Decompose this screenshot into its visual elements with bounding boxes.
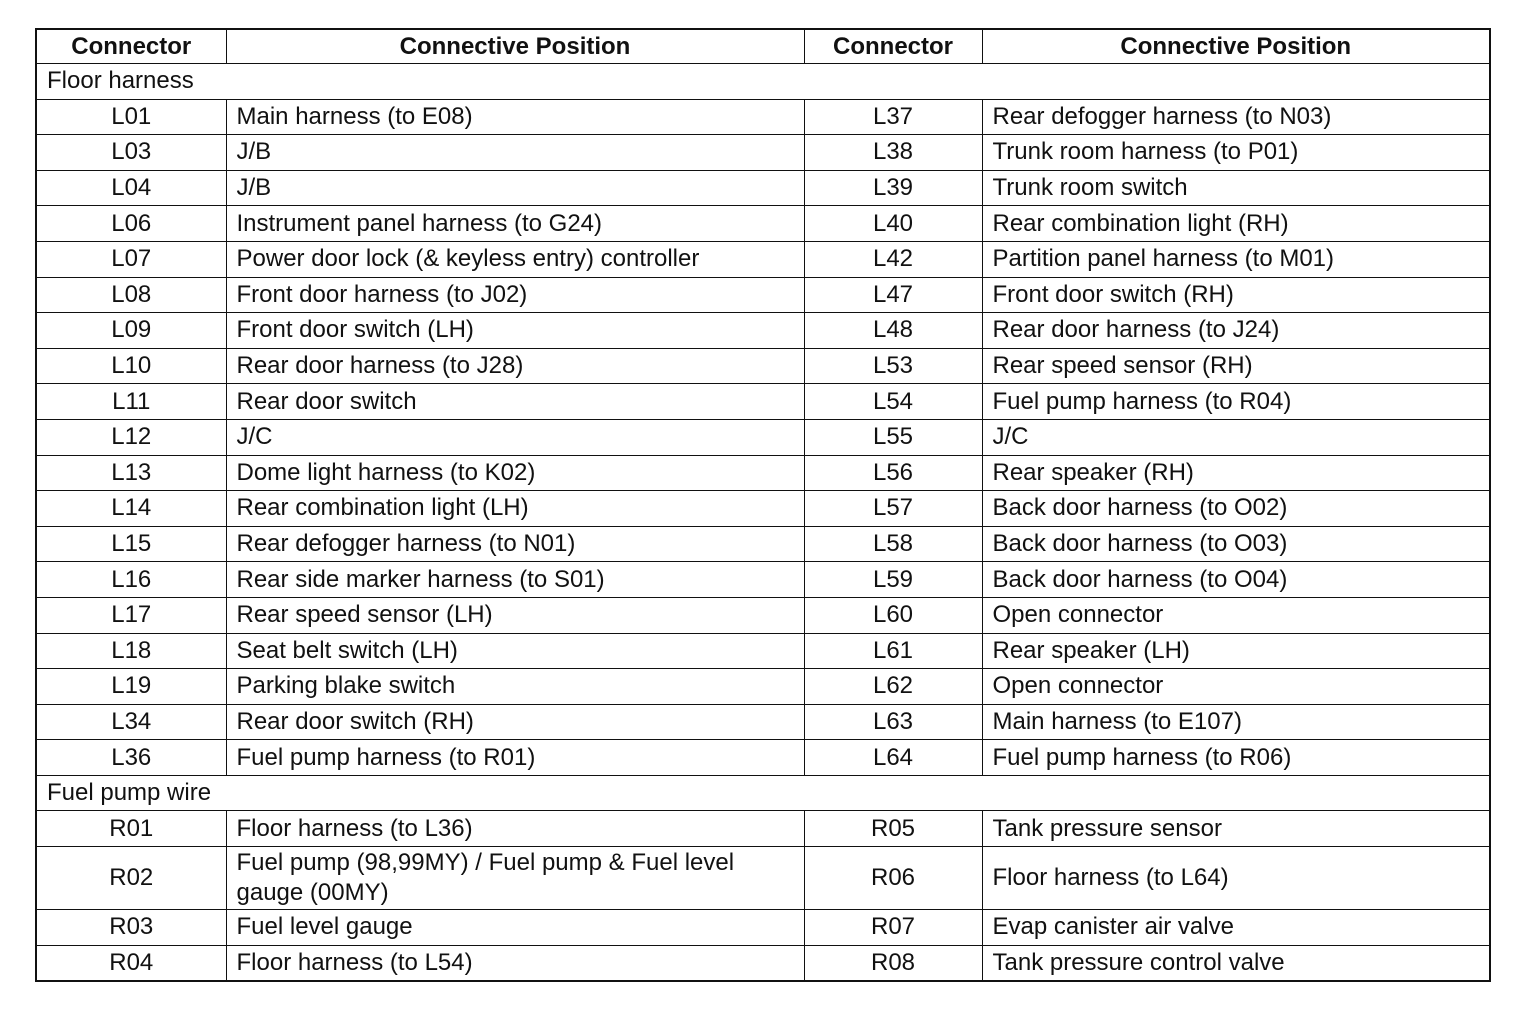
connective-position-right: Tank pressure sensor	[982, 811, 1490, 847]
connective-position-left: Rear door switch	[226, 384, 804, 420]
table-row	[36, 847, 1490, 910]
header-connector-left: Connector	[36, 29, 226, 64]
connective-position-right: Fuel pump harness (to R04)	[982, 384, 1490, 420]
table-row	[36, 313, 1490, 349]
table-row	[36, 562, 1490, 598]
connector-code-right: L47	[804, 277, 982, 313]
connector-code-left: R03	[36, 910, 226, 946]
connective-position-right: Main harness (to E107)	[982, 704, 1490, 740]
connective-position-left: Fuel pump harness (to R01)	[226, 740, 804, 776]
connector-code-left: L09	[36, 313, 226, 349]
connective-position-right: Back door harness (to O02)	[982, 491, 1490, 527]
connective-position-left: Fuel level gauge	[226, 910, 804, 946]
connector-code-left: L10	[36, 348, 226, 384]
connector-code-left: L34	[36, 704, 226, 740]
table-row	[36, 419, 1490, 455]
connector-code-left: L16	[36, 562, 226, 598]
connective-position-left: Rear combination light (LH)	[226, 491, 804, 527]
connector-code-left: L04	[36, 170, 226, 206]
connector-code-right: R08	[804, 945, 982, 981]
connector-code-right: R07	[804, 910, 982, 946]
table-row	[36, 811, 1490, 847]
connective-position-right: Floor harness (to L64)	[982, 847, 1490, 910]
connective-position-left: Dome light harness (to K02)	[226, 455, 804, 491]
connector-code-right: L40	[804, 206, 982, 242]
connective-position-right: Partition panel harness (to M01)	[982, 241, 1490, 277]
connective-position-left: Front door switch (LH)	[226, 313, 804, 349]
connector-code-right: L62	[804, 669, 982, 705]
connector-table	[35, 28, 1491, 982]
connective-position-left: Power door lock (& keyless entry) controller	[226, 241, 804, 277]
connective-position-left: J/B	[226, 170, 804, 206]
connector-code-right: L58	[804, 526, 982, 562]
section-title: Floor harness	[36, 64, 1490, 100]
table-row	[36, 206, 1490, 242]
connective-position-left: J/C	[226, 419, 804, 455]
connector-code-right: L64	[804, 740, 982, 776]
connective-position-right: Open connector	[982, 597, 1490, 633]
connective-position-right: Trunk room harness (to P01)	[982, 135, 1490, 171]
table-body	[36, 64, 1490, 982]
connective-position-left: Front door harness (to J02)	[226, 277, 804, 313]
table-row	[36, 170, 1490, 206]
connector-code-right: L54	[804, 384, 982, 420]
connector-code-left: L13	[36, 455, 226, 491]
connective-position-right: Trunk room switch	[982, 170, 1490, 206]
connector-code-left: L12	[36, 419, 226, 455]
connector-code-right: L38	[804, 135, 982, 171]
connector-code-right: L53	[804, 348, 982, 384]
connector-code-left: L11	[36, 384, 226, 420]
connector-code-left: L36	[36, 740, 226, 776]
connective-position-right: Back door harness (to O03)	[982, 526, 1490, 562]
connective-position-right: Open connector	[982, 669, 1490, 705]
connector-code-left: R02	[36, 847, 226, 910]
connective-position-left: Rear speed sensor (LH)	[226, 597, 804, 633]
connective-position-right: Evap canister air valve	[982, 910, 1490, 946]
connector-code-left: L06	[36, 206, 226, 242]
table-row	[36, 348, 1490, 384]
table-row	[36, 491, 1490, 527]
connector-code-right: L60	[804, 597, 982, 633]
connective-position-left: Floor harness (to L54)	[226, 945, 804, 981]
table-row	[36, 455, 1490, 491]
table-row	[36, 633, 1490, 669]
connective-position-left: Rear side marker harness (to S01)	[226, 562, 804, 598]
connective-position-left: J/B	[226, 135, 804, 171]
connector-code-right: L63	[804, 704, 982, 740]
section-title: Fuel pump wire	[36, 775, 1490, 811]
connective-position-right: J/C	[982, 419, 1490, 455]
connector-code-right: L42	[804, 241, 982, 277]
connective-position-right: Rear combination light (RH)	[982, 206, 1490, 242]
connective-position-right: Rear speaker (LH)	[982, 633, 1490, 669]
header-connector-right: Connector	[804, 29, 982, 64]
table-row	[36, 704, 1490, 740]
connector-code-left: L17	[36, 597, 226, 633]
connective-position-left: Rear door switch (RH)	[226, 704, 804, 740]
connector-code-left: L15	[36, 526, 226, 562]
connective-position-right: Rear defogger harness (to N03)	[982, 99, 1490, 135]
table-row	[36, 910, 1490, 946]
connector-code-right: L48	[804, 313, 982, 349]
header-position-right: Connective Position	[982, 29, 1490, 64]
connector-code-left: L03	[36, 135, 226, 171]
connective-position-right: Rear speaker (RH)	[982, 455, 1490, 491]
table-row	[36, 99, 1490, 135]
connective-position-left: Rear door harness (to J28)	[226, 348, 804, 384]
section-row	[36, 775, 1490, 811]
section-row	[36, 64, 1490, 100]
table-row	[36, 384, 1490, 420]
connector-code-right: L37	[804, 99, 982, 135]
connective-position-left: Instrument panel harness (to G24)	[226, 206, 804, 242]
connective-position-left: Seat belt switch (LH)	[226, 633, 804, 669]
connector-code-left: L14	[36, 491, 226, 527]
connector-code-right: R06	[804, 847, 982, 910]
connective-position-right: Front door switch (RH)	[982, 277, 1490, 313]
table-row	[36, 669, 1490, 705]
connector-code-right: L55	[804, 419, 982, 455]
table-row	[36, 277, 1490, 313]
table-row	[36, 526, 1490, 562]
connective-position-left: Rear defogger harness (to N01)	[226, 526, 804, 562]
header-position-left: Connective Position	[226, 29, 804, 64]
connector-code-right: L59	[804, 562, 982, 598]
table-row	[36, 597, 1490, 633]
connective-position-right: Fuel pump harness (to R06)	[982, 740, 1490, 776]
connector-code-left: R01	[36, 811, 226, 847]
table-row	[36, 241, 1490, 277]
connective-position-right: Rear speed sensor (RH)	[982, 348, 1490, 384]
connective-position-left: Parking blake switch	[226, 669, 804, 705]
table-row	[36, 135, 1490, 171]
table-row	[36, 945, 1490, 981]
connector-code-left: L07	[36, 241, 226, 277]
connective-position-right: Back door harness (to O04)	[982, 562, 1490, 598]
connector-code-right: R05	[804, 811, 982, 847]
connective-position-left: Main harness (to E08)	[226, 99, 804, 135]
connective-position-right: Tank pressure control valve	[982, 945, 1490, 981]
connector-code-left: R04	[36, 945, 226, 981]
connector-code-left: L01	[36, 99, 226, 135]
connector-code-right: L61	[804, 633, 982, 669]
connector-code-right: L56	[804, 455, 982, 491]
header-row	[36, 29, 1490, 64]
connective-position-left: Fuel pump (98,99MY) / Fuel pump & Fuel level gauge (00MY)	[226, 847, 804, 910]
connector-code-left: L08	[36, 277, 226, 313]
connector-code-right: L39	[804, 170, 982, 206]
table-row	[36, 740, 1490, 776]
connector-code-left: L18	[36, 633, 226, 669]
connective-position-right: Rear door harness (to J24)	[982, 313, 1490, 349]
connector-code-left: L19	[36, 669, 226, 705]
connector-code-right: L57	[804, 491, 982, 527]
connective-position-left: Floor harness (to L36)	[226, 811, 804, 847]
